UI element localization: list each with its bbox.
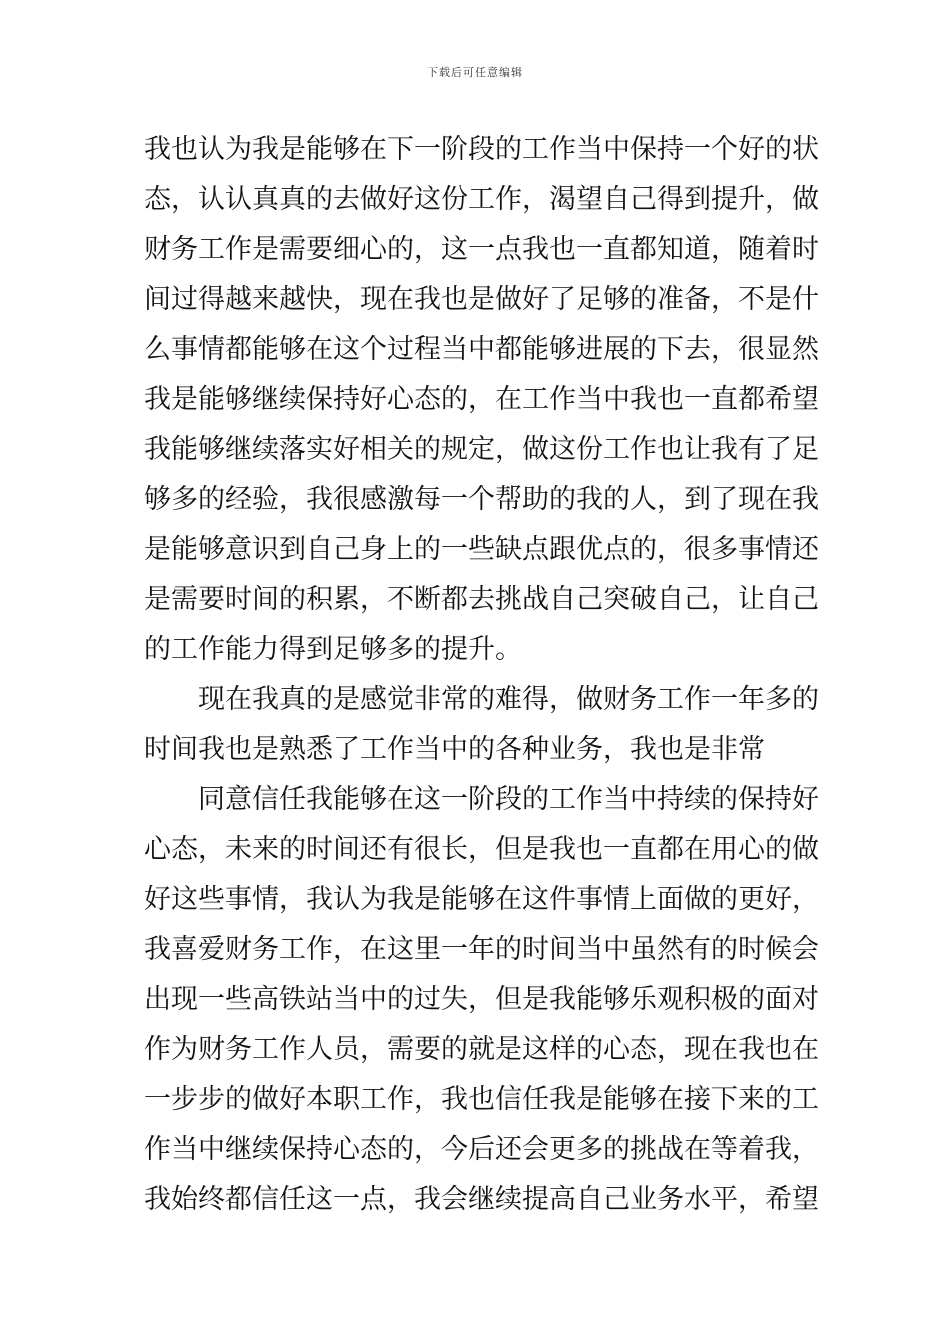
text-line: 现在我真的是感觉非常的难得，做财务工作一年多的 <box>198 684 819 715</box>
text-line: 么事情都能够在这个过程当中都能够进展的下去，很显然 <box>144 334 819 365</box>
text-line: 我始终都信任这一点，我会继续提高自己业务水平，希望 <box>144 1184 819 1215</box>
text-line: 够多的经验，我很感激每一个帮助的我的人，到了现在我 <box>144 484 819 515</box>
text-line: 我也认为我是能够在下一阶段的工作当中保持一个好的状 <box>144 134 819 165</box>
text-line: 的工作能力得到足够多的提升。 <box>144 634 522 665</box>
page-header: 下载后可任意编辑 <box>427 66 523 79</box>
text-line: 我喜爱财务工作，在这里一年的时间当中虽然有的时候会 <box>144 934 819 965</box>
text-line: 心态，未来的时间还有很长，但是我也一直都在用心的做 <box>144 834 819 865</box>
text-line: 我能够继续落实好相关的规定，做这份工作也让我有了足 <box>144 434 819 465</box>
text-line: 同意信任我能够在这一阶段的工作当中持续的保持好 <box>198 784 819 815</box>
text-line: 态，认认真真的去做好这份工作，渴望自己得到提升，做 <box>144 184 819 215</box>
paragraph-1 <box>144 125 819 675</box>
text-line: 出现一些高铁站当中的过失，但是我能够乐观积极的面对 <box>144 984 819 1015</box>
text-line: 作当中继续保持心态的，今后还会更多的挑战在等着我， <box>144 1134 819 1165</box>
text-line: 时间我也是熟悉了工作当中的各种业务，我也是非常 <box>144 734 765 765</box>
text-line: 我是能够继续保持好心态的，在工作当中我也一直都希望 <box>144 384 819 415</box>
paragraph-3 <box>144 775 819 1225</box>
text-line: 是需要时间的积累，不断都去挑战自己突破自己，让自己 <box>144 584 819 615</box>
text-line: 财务工作是需要细心的，这一点我也一直都知道，随着时 <box>144 234 819 265</box>
paragraph-2 <box>144 675 819 775</box>
text-line: 间过得越来越快，现在我也是做好了足够的准备，不是什 <box>144 284 819 315</box>
text-line: 好这些事情，我认为我是能够在这件事情上面做的更好， <box>144 884 819 915</box>
text-line: 是能够意识到自己身上的一些缺点跟优点的，很多事情还 <box>144 534 819 565</box>
text-line: 一步步的做好本职工作，我也信任我是能够在接下来的工 <box>144 1084 819 1115</box>
body-text <box>144 125 819 1225</box>
text-line: 作为财务工作人员，需要的就是这样的心态，现在我也在 <box>144 1034 819 1065</box>
